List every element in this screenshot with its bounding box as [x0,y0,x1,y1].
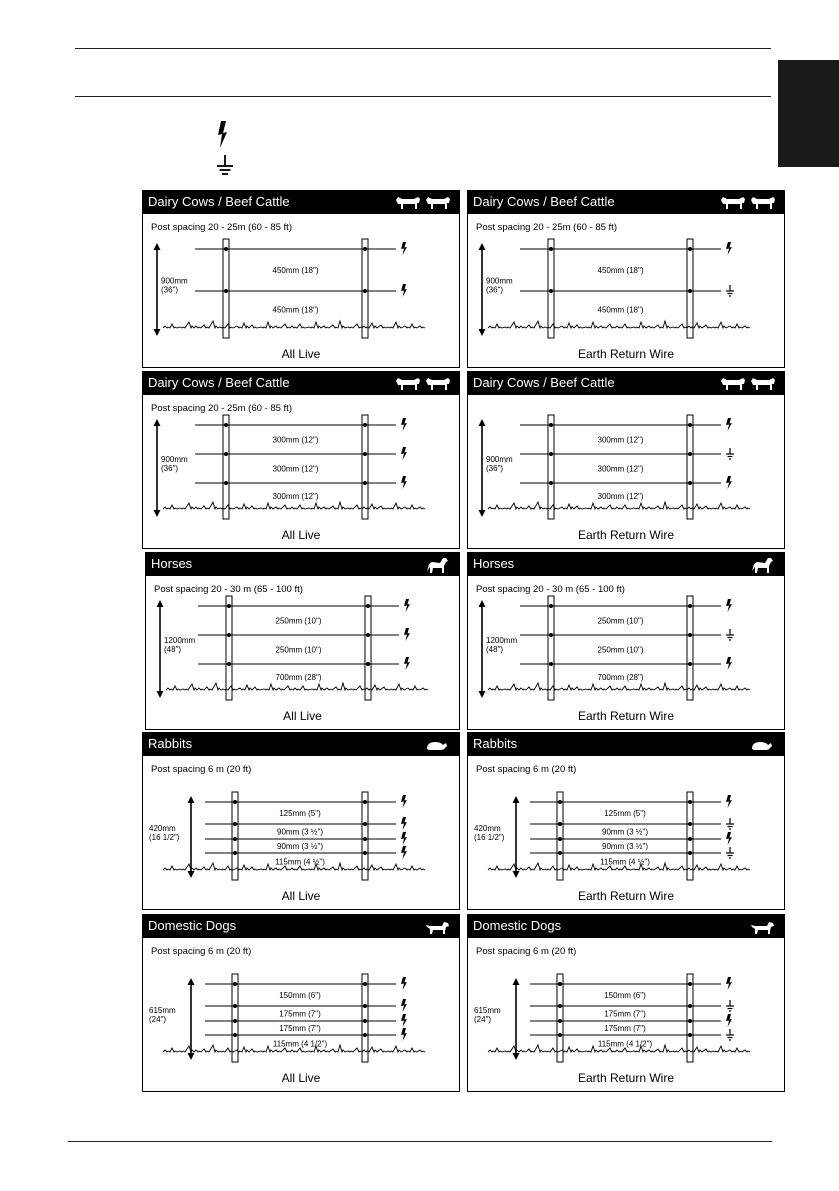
insulator [224,481,228,485]
left-post [223,415,229,519]
earth-ground-icon [215,155,235,179]
insulator [366,604,370,608]
live-wire-icon [404,628,410,641]
live-wire-icon [726,795,732,808]
insulator [363,837,367,841]
post-spacing-text: Post spacing 6 m (20 ft) [151,946,252,957]
fence-diagram [468,372,784,548]
ground-grass [166,683,428,690]
wire-gap-label: 150mm (6") [279,991,321,1000]
wire-gap-label: 125mm (5") [279,809,321,818]
fence-panel-dairy-earth-3wire [467,371,785,549]
header-rule [75,96,771,97]
section-tab [778,60,839,167]
live-wire-icon [726,476,732,489]
post-spacing-text: Post spacing 20 - 30 m (65 - 100 ft) [476,584,625,595]
insulator [233,837,237,841]
fence-height-label: (36") [161,464,179,473]
insulator [549,452,553,456]
fence-panel-dairy-earth-2wire [467,190,785,368]
insulator [549,423,553,427]
insulator [549,247,553,251]
insulator [233,1004,237,1008]
fence-diagram [143,915,459,1091]
insulator [688,982,692,986]
right-post [362,792,368,880]
wire-gap-label: 90mm (3 ½") [602,827,648,837]
insulator [363,289,367,293]
fence-height-arrow [513,978,520,1060]
fence-height-label: (16 1/2") [474,833,505,842]
left-post [232,974,238,1062]
wire-gap-label: 115mm (4 1/2") [272,1039,328,1049]
fence-type-caption: All Live [281,889,321,903]
panel-title: Horses [473,556,515,571]
ground-grass [488,321,750,328]
fence-diagram [468,553,784,729]
insulator [688,289,692,293]
right-post [687,974,693,1062]
fence-height-label: (24") [474,1015,492,1024]
fence-diagram [143,191,459,367]
wire-gap-label: 450mm (18") [272,266,319,275]
fence-height-label: 900mm [486,455,513,464]
post-spacing-text: Post spacing 6 m (20 ft) [476,764,577,775]
wire-gap-label: 700mm (28") [597,673,644,682]
post-spacing-text: Post spacing 20 - 25m (60 - 85 ft) [151,222,292,233]
panel-title: Domestic Dogs [148,918,237,933]
fence-height-arrow [479,600,486,698]
fence-diagram [468,915,784,1091]
left-post [548,239,554,338]
wire-gap-label: 300mm (12") [597,492,644,501]
insulator [688,452,692,456]
insulator [233,982,237,986]
panel-title: Dairy Cows / Beef Cattle [148,194,290,209]
fence-diagram [146,553,460,729]
wire-gap-label: 250mm (10") [275,645,322,655]
live-wire-icon [726,599,732,612]
fence-height-arrow [188,978,195,1060]
insulator [688,800,692,804]
insulator [688,837,692,841]
live-wire-icon [401,1028,407,1041]
fence-panel-dairy-live-3wire [142,371,460,549]
insulator [363,982,367,986]
insulator [227,604,231,608]
fence-height-label: 900mm [486,276,513,286]
insulator [558,822,562,826]
insulator [549,289,553,293]
insulator [688,1033,692,1037]
live-wire-icon [401,447,407,460]
fence-panel-dairy-live-2wire [142,190,460,368]
fence-height-label: 420mm [149,824,176,833]
live-wire-icon [401,284,407,297]
left-post [548,415,554,519]
earth-wire-icon [726,448,734,459]
ground-grass [488,683,750,690]
wire-gap-label: 115mm (4 ½") [600,857,650,867]
post-spacing-text: Post spacing 6 m (20 ft) [151,764,252,775]
right-post [687,239,693,338]
live-wire-icon [401,795,407,808]
right-post [365,596,371,700]
live-wire-icon [404,599,410,612]
fence-height-label: (24") [149,1015,167,1024]
wire-gap-label: 300mm (12") [597,435,644,445]
insulator [224,247,228,251]
insulator [363,1019,367,1023]
live-wire-icon [726,242,732,255]
insulator [558,800,562,804]
insulator [363,1033,367,1037]
earth-wire-icon [726,285,734,296]
wire-gap-label: 175mm (7") [604,1009,646,1019]
fence-height-arrow [479,419,486,517]
insulator [688,481,692,485]
live-wire-icon [726,977,732,990]
panel-title: Dairy Cows / Beef Cattle [473,194,615,209]
fence-height-arrow [188,796,195,878]
live-wire-icon [401,977,407,990]
left-post [557,974,563,1062]
insulator [233,1019,237,1023]
fence-height-arrow [513,796,520,878]
wire-gap-label: 150mm (6") [604,991,646,1000]
wire-gap-label: 300mm (12") [272,492,319,501]
wire-gap-label: 250mm (10") [275,616,322,626]
wire-gap-label: 115mm (4 ½") [275,857,325,867]
ground-grass [163,502,425,509]
insulator [558,1033,562,1037]
insulator [363,452,367,456]
earth-wire-icon [726,1029,734,1040]
wire-gap-label: 300mm (12") [272,464,319,474]
wire-gap-label: 115mm (4 1/2") [597,1039,653,1049]
fence-diagram [143,733,459,909]
insulator [549,604,553,608]
insulator [233,1033,237,1037]
fence-height-arrow [479,243,486,336]
panel-title: Rabbits [148,736,193,751]
insulator [688,247,692,251]
fence-height-arrow [154,243,161,336]
wire-gap-label: 125mm (5") [604,809,646,818]
fence-type-caption: All Live [281,528,321,542]
fence-type-caption: Earth Return Wire [577,528,675,542]
panel-title: Horses [151,556,193,571]
fence-type-caption: Earth Return Wire [577,347,675,361]
insulator [558,837,562,841]
live-wire-icon [726,1014,732,1027]
fence-type-caption: Earth Return Wire [577,709,675,723]
left-post [232,792,238,880]
fence-panel-rabbits-earth [467,732,785,910]
insulator [363,481,367,485]
insulator [366,662,370,666]
fence-height-label: 615mm [474,1006,501,1015]
insulator [363,822,367,826]
insulator [688,822,692,826]
insulator [549,481,553,485]
fence-type-caption: All Live [281,347,321,361]
insulator [233,822,237,826]
wire-gap-label: 250mm (10") [597,645,644,655]
footer-rule [68,1141,772,1142]
left-post [223,239,229,338]
fence-height-label: (48") [486,645,504,654]
insulator [549,662,553,666]
right-post [362,239,368,338]
live-wire-icon [401,817,407,830]
right-post [362,415,368,519]
fence-diagram [468,191,784,367]
insulator [224,289,228,293]
insulator [233,800,237,804]
wire-gap-label: 450mm (18") [272,305,319,315]
post-spacing-text: Post spacing 20 - 30 m (65 - 100 ft) [154,584,303,595]
fence-height-label: 900mm [161,455,188,464]
post-spacing-text: Post spacing 20 - 25m (60 - 85 ft) [151,403,292,414]
fence-panel-horses-live [145,552,460,730]
live-wire-icon [401,242,407,255]
insulator [688,1004,692,1008]
left-post [557,792,563,880]
live-wire-icon [401,999,407,1012]
panel-title: Domestic Dogs [473,918,562,933]
insulator [363,247,367,251]
live-wire-icon [401,476,407,489]
insulator [688,423,692,427]
right-post [362,974,368,1062]
wire-gap-label: 90mm (3 ½") [277,827,323,837]
right-post [687,415,693,519]
insulator [549,633,553,637]
fence-height-arrow [157,600,164,698]
insulator [558,982,562,986]
insulator [688,662,692,666]
post-spacing-text: Post spacing 6 m (20 ft) [476,946,577,957]
fence-height-label: (36") [486,464,504,473]
left-post [226,596,232,700]
wire-gap-label: 450mm (18") [597,305,644,315]
panel-title: Dairy Cows / Beef Cattle [148,375,290,390]
right-post [687,792,693,880]
insulator [363,800,367,804]
fence-panel-dogs-live [142,914,460,1092]
live-wire-icon [726,657,732,670]
insulator [558,851,562,855]
fence-height-label: 1200mm [164,636,196,645]
earth-wire-icon [726,629,734,640]
earth-wire-icon [726,818,734,829]
fence-type-caption: Earth Return Wire [577,889,675,903]
insulator [227,662,231,666]
fence-type-caption: All Live [283,709,322,723]
wire-gap-label: 175mm (7") [279,1009,321,1019]
insulator [688,633,692,637]
fence-height-label: 420mm [474,824,501,833]
fence-diagram [143,372,459,548]
fence-height-label: 1200mm [486,636,518,645]
fence-panel-rabbits-live [142,732,460,910]
insulator [688,851,692,855]
insulator [363,851,367,855]
fence-height-label: 900mm [161,276,188,286]
fence-type-caption: Earth Return Wire [577,1071,675,1085]
live-wire-lightning-icon [216,121,230,151]
wire-gap-label: 90mm (3 ½") [602,842,648,851]
wire-gap-label: 175mm (7") [604,1024,646,1033]
insulator [224,423,228,427]
wire-gap-label: 450mm (18") [597,266,644,275]
insulator [688,604,692,608]
insulator [558,1004,562,1008]
live-wire-icon [726,832,732,845]
wire-gap-label: 90mm (3 ½") [277,842,323,851]
fence-height-label: (16 1/2") [149,833,180,842]
live-wire-icon [404,657,410,670]
live-wire-icon [401,846,407,859]
panel-title: Rabbits [473,736,518,751]
insulator [558,1019,562,1023]
fence-height-label: 615mm [149,1006,176,1015]
live-wire-icon [401,418,407,431]
top-rule [75,48,771,49]
wire-gap-label: 175mm (7") [279,1024,321,1033]
wire-gap-label: 700mm (28") [275,673,322,682]
left-post [548,596,554,700]
fence-panel-dogs-earth [467,914,785,1092]
insulator [233,851,237,855]
fence-diagram [468,733,784,909]
wire-gap-label: 250mm (10") [597,616,644,626]
fence-height-label: (48") [164,645,182,654]
fence-panel-horses-earth [467,552,785,730]
live-wire-icon [401,832,407,845]
fence-height-arrow [154,419,161,517]
insulator [366,633,370,637]
wire-gap-label: 300mm (12") [597,464,644,474]
insulator [363,1004,367,1008]
right-post [687,596,693,700]
earth-wire-icon [726,1000,734,1011]
live-wire-icon [401,1014,407,1027]
insulator [224,452,228,456]
insulator [688,1019,692,1023]
ground-grass [163,321,425,328]
ground-grass [488,502,750,509]
fence-height-label: (36") [486,285,504,295]
wire-gap-label: 300mm (12") [272,435,319,445]
insulator [227,633,231,637]
live-wire-icon [726,418,732,431]
post-spacing-text: Post spacing 20 - 25m (60 - 85 ft) [476,222,617,233]
panel-title: Dairy Cows / Beef Cattle [473,375,615,390]
fence-type-caption: All Live [281,1071,321,1085]
fence-height-label: (36") [161,285,179,295]
earth-wire-icon [726,847,734,858]
insulator [363,423,367,427]
